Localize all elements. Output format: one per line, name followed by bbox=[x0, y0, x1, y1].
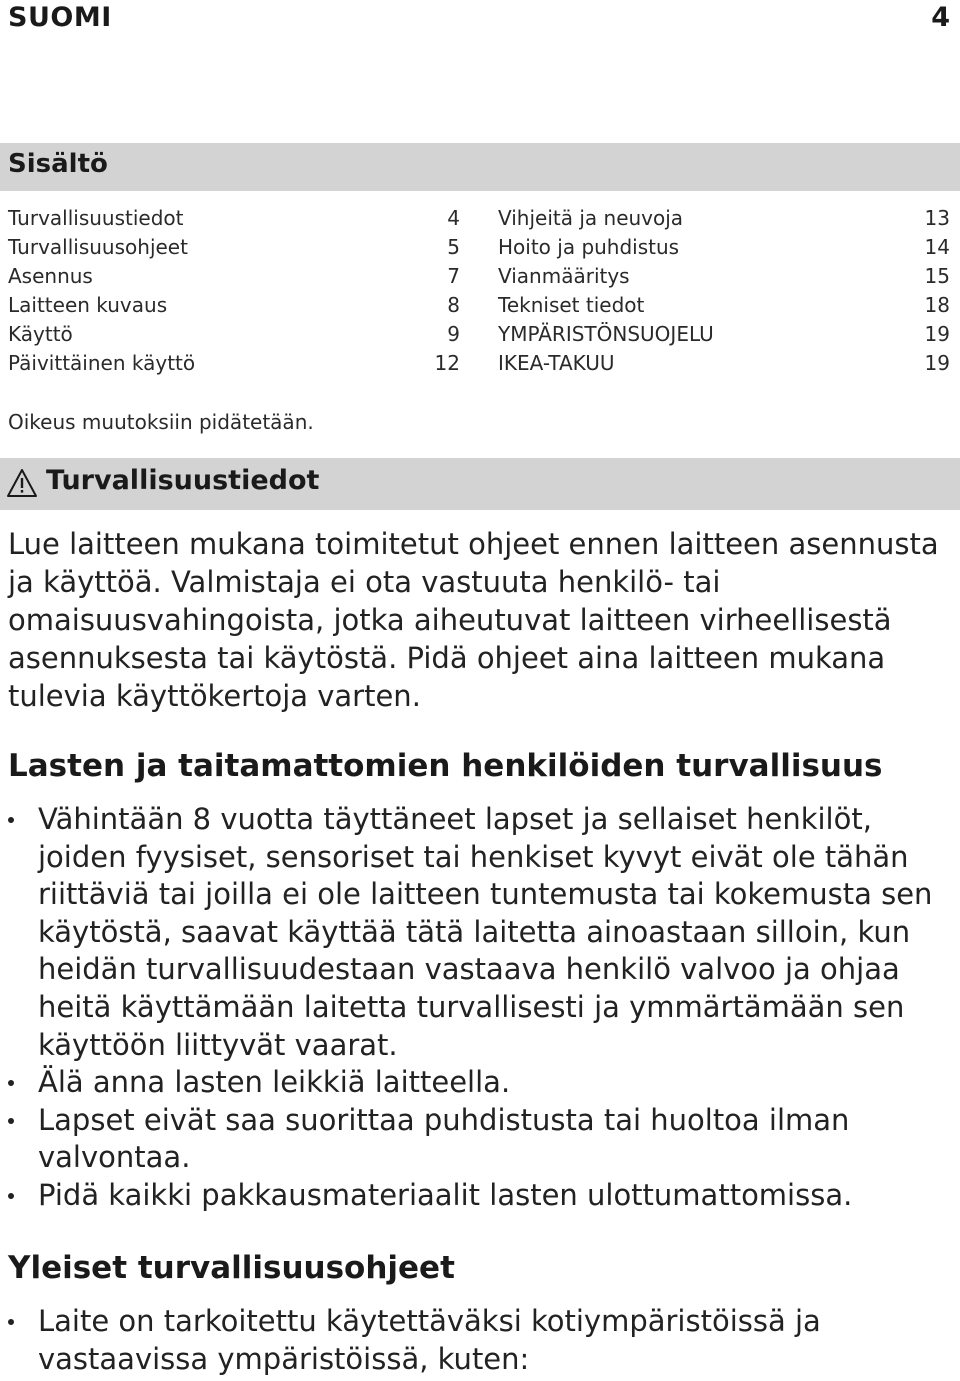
toc-entry-page: 18 bbox=[924, 293, 950, 317]
list-item bbox=[0, 1177, 945, 1215]
header-language: SUOMI bbox=[8, 2, 112, 33]
toc-entry[interactable] bbox=[498, 233, 950, 262]
toc-entry-page: 19 bbox=[924, 322, 950, 346]
toc-title: Sisältö bbox=[8, 149, 108, 179]
toc-entry[interactable] bbox=[8, 349, 460, 378]
list-item-text: Laite on tarkoitettu käytettäväksi kotiympäristöissä ja vastaavissa ympäristöissä, kuten: bbox=[38, 1304, 821, 1376]
toc-entry-page: 14 bbox=[924, 235, 950, 259]
toc-entry[interactable] bbox=[498, 204, 950, 233]
general-section-title: Yleiset turvallisuusohjeet bbox=[8, 1250, 455, 1286]
page-number: 4 bbox=[931, 2, 950, 33]
toc-entry[interactable] bbox=[8, 233, 460, 262]
toc-entry-label: Laitteen kuvaus bbox=[8, 293, 168, 317]
toc-entry-page: 4 bbox=[447, 206, 460, 230]
list-item-text: Älä anna lasten leikkiä laitteella. bbox=[38, 1065, 511, 1100]
bullet-icon bbox=[8, 1319, 14, 1325]
toc-entry-label: Turvallisuusohjeet bbox=[8, 235, 188, 259]
safety-intro: Lue laitteen mukana toimitetut ohjeet ennen laitteen asennusta ja käyttöä. Valmistaja ei ota vastuuta henkilö- tai omaisuusvahingoista, jotka aiheutuvat laitteen virheellisestä asennuksesta tai käytöstä. Pidä ohjeet aina laitteen mukana tulevia käyttökertoja varten. bbox=[8, 527, 939, 713]
toc-entry[interactable] bbox=[8, 204, 460, 233]
toc-entry-label: Tekniset tiedot bbox=[498, 293, 645, 317]
safety-title: Turvallisuustiedot bbox=[46, 465, 320, 496]
toc-left-column bbox=[8, 204, 460, 378]
toc-entry-page: 12 bbox=[434, 351, 460, 375]
bullet-icon bbox=[8, 817, 14, 823]
bullet-icon bbox=[8, 1118, 14, 1124]
toc-entry-page: 7 bbox=[447, 264, 460, 288]
toc-entry[interactable] bbox=[498, 262, 950, 291]
list-item bbox=[0, 1102, 945, 1177]
toc-entry-label: Päivittäinen käyttö bbox=[8, 351, 196, 375]
list-item-text: Pidä kaikki pakkausmateriaalit lasten ulottumattomissa. bbox=[38, 1177, 853, 1212]
list-item-text: Vähintään 8 vuotta täyttäneet lapset ja sellaiset henkilöt, joiden fyysiset, sensoriset tai henkiset kyvyt eivät ole tähän riittäviä tai joilla ei ole laitteen tuntemusta tai kokemusta sen käytöstä, saavat käyttää tätä laitetta ainoastaan silloin, kun heidän turvallisuudestaan vastaava henkilö valvoo ja ohjaa heitä käyttämään laitetta turvallisesti ja ymmärtämään sen käyttöön liittyvät vaarat. bbox=[38, 802, 933, 1062]
warning-triangle-icon bbox=[6, 468, 38, 498]
toc-entry-label: YMPÄRISTÖNSUOJELU bbox=[498, 322, 714, 346]
list-item bbox=[0, 1064, 945, 1102]
children-section-title: Lasten ja taitamattomien henkilöiden turvallisuus bbox=[8, 748, 883, 784]
toc-entry-page: 15 bbox=[924, 264, 950, 288]
toc-entry-label: IKEA-TAKUU bbox=[498, 351, 615, 375]
toc-entry-page: 19 bbox=[924, 351, 950, 375]
toc-entry[interactable] bbox=[498, 320, 950, 349]
toc-entry[interactable] bbox=[8, 291, 460, 320]
toc-entry-page: 13 bbox=[924, 206, 950, 230]
list-item bbox=[0, 1303, 945, 1378]
toc-right-column bbox=[498, 204, 950, 378]
toc-entry-page: 9 bbox=[447, 322, 460, 346]
toc-entry[interactable] bbox=[498, 291, 950, 320]
toc-entry-label: Käyttö bbox=[8, 322, 73, 346]
toc-entry-label: Hoito ja puhdistus bbox=[498, 235, 680, 259]
toc-title-bar bbox=[0, 143, 960, 191]
toc-entry[interactable] bbox=[8, 320, 460, 349]
list-item bbox=[0, 801, 945, 1064]
toc-entry-label: Asennus bbox=[8, 264, 93, 288]
children-safety-list bbox=[0, 801, 945, 1215]
toc-entry-page: 5 bbox=[447, 235, 460, 259]
bullet-icon bbox=[8, 1193, 14, 1199]
general-safety-list bbox=[0, 1303, 945, 1378]
toc-entry-label: Vihjeitä ja neuvoja bbox=[498, 206, 684, 230]
toc-entry-label: Turvallisuustiedot bbox=[8, 206, 184, 230]
toc-entry[interactable] bbox=[8, 262, 460, 291]
toc-entry-label: Vianmääritys bbox=[498, 264, 630, 288]
bullet-icon bbox=[8, 1080, 14, 1086]
changes-note: Oikeus muutoksiin pidätetään. bbox=[8, 410, 314, 434]
toc-entry-page: 8 bbox=[447, 293, 460, 317]
list-item-text: Lapset eivät saa suorittaa puhdistusta tai huoltoa ilman valvontaa. bbox=[38, 1102, 850, 1175]
toc-entry[interactable] bbox=[498, 349, 950, 378]
